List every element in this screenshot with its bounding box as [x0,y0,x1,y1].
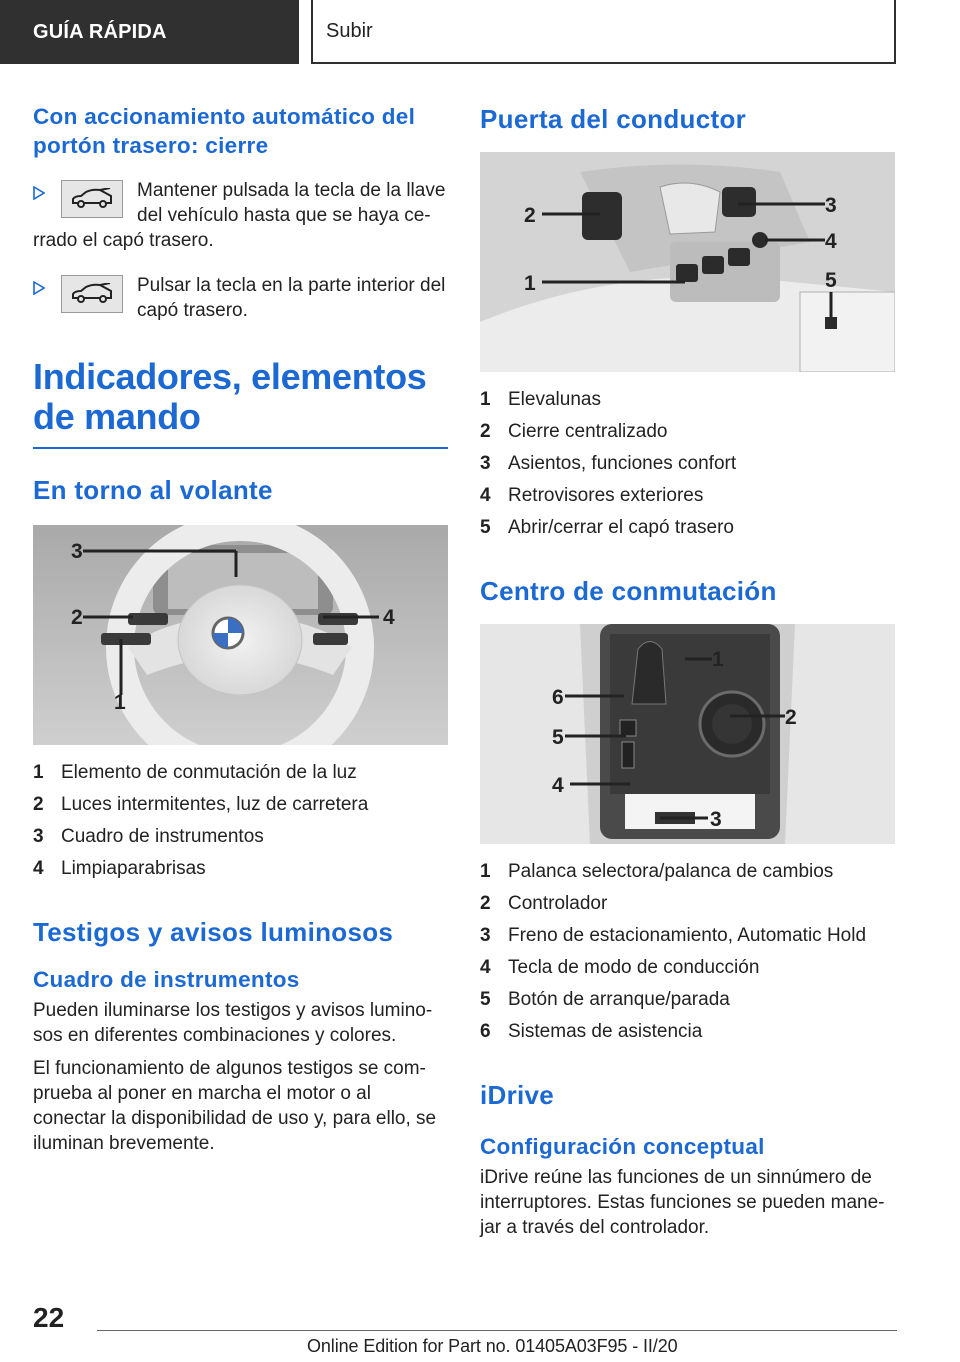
console-callout-5: 5 [552,726,564,749]
console-callout-6: 6 [552,686,564,709]
left-column [33,100,448,1156]
right-column [480,100,895,1240]
topic-tab[interactable]: Subir [311,0,896,64]
console-heading: Centro de conmutación [480,576,777,606]
console-callout-1: 1 [712,648,724,671]
controls-heading: Indicadores, elementos de mando [33,356,427,437]
door-legend [480,384,895,544]
driver-door-illustration [480,152,895,372]
steering-wheel-figure [33,525,448,745]
section-tab[interactable]: GUÍA RÁPIDA [0,0,299,64]
legend-item: 4 Tecla de modo de conducción [480,957,760,978]
bullet-triangle-icon [33,182,45,207]
legend-item: 6 Sistemas de asistencia [480,1021,703,1042]
door-heading: Puerta del conductor [480,104,747,134]
steering-wheel-illustration [33,525,448,745]
driver-door-figure [480,152,895,372]
page-number: 22 [33,1302,65,1333]
footer-rule [97,1330,897,1331]
instrument-paragraph-2: El funcionamiento de algunos testigos se com-prueba al poner en marcha el motor o al conectar la disponibilidad de uso y, para ello, se iluminan brevemente. [33,1058,437,1154]
legend-item: 4 Limpiaparabrisas [33,858,206,879]
door-callout-1: 1 [524,272,536,295]
center-console-illustration [480,624,895,844]
idrive-heading: iDrive [480,1080,555,1110]
legend-item: 4 Retrovisores exteriores [480,485,704,506]
concept-paragraph: iDrive reúne las funciones de un sinnúmero de interruptores. Estas funciones se pueden mane-jar a través del controlador. [480,1167,885,1238]
door-callout-4: 4 [825,230,837,253]
legend-item: 3 Cuadro de instrumentos [33,826,264,847]
legend-item: 2 Luces intermitentes, luz de carretera [33,794,369,815]
instrument-heading: Cuadro de instrumentos [33,967,300,992]
steering-callout-4: 4 [383,606,395,629]
door-callout-2: 2 [524,204,536,227]
legend-item: 1 Elemento de conmutación de la luz [33,762,357,783]
console-legend [480,856,895,1048]
tailgate-bullet-2 [33,273,448,323]
legend-item: 5 Botón de arranque/parada [480,989,730,1010]
car-tailgate-icon [61,275,123,313]
car-tailgate-icon [61,180,123,218]
console-callout-4: 4 [552,774,564,797]
console-callout-2: 2 [785,706,797,729]
edition-footer: Online Edition for Part no. 01405A03F95 - II/20 [307,1336,678,1356]
legend-item: 2 Cierre centralizado [480,421,668,442]
door-callout-3: 3 [825,194,837,217]
tailgate-bullet-1 [33,178,448,253]
legend-item: 3 Freno de estacionamiento, Automatic Hold [480,925,867,946]
instrument-paragraph-1: Pueden iluminarse los testigos y avisos lumino-sos en diferentes combinaciones y colores. [33,1000,433,1046]
center-console-figure [480,624,895,844]
tailgate-bullet-text-1: Mantener pulsada la tecla de la llave del vehículo hasta que se haya ce-rrado el capó trasero. [33,180,446,251]
tailgate-heading: Con accionamiento automático del portón trasero: cierre [33,104,416,158]
steering-heading: En torno al volante [33,475,273,505]
steering-callout-2: 2 [71,606,83,629]
bullet-triangle-icon [33,277,45,302]
steering-callout-3: 3 [71,540,83,563]
tailgate-bullet-text-2: Pulsar la tecla en la parte interior del capó trasero. [137,275,446,321]
concept-heading: Configuración conceptual [480,1134,765,1159]
legend-item: 5 Abrir/cerrar el capó trasero [480,517,734,538]
section-rule [33,447,448,449]
door-callout-5: 5 [825,269,837,292]
console-callout-3: 3 [710,808,722,831]
steering-legend [33,757,448,885]
legend-item: 2 Controlador [480,893,608,914]
steering-callout-1: 1 [114,691,126,714]
legend-item: 3 Asientos, funciones confort [480,453,737,474]
legend-item: 1 Palanca selectora/palanca de cambios [480,861,834,882]
legend-item: 1 Elevalunas [480,389,601,410]
warning-heading: Testigos y avisos luminosos [33,917,394,947]
